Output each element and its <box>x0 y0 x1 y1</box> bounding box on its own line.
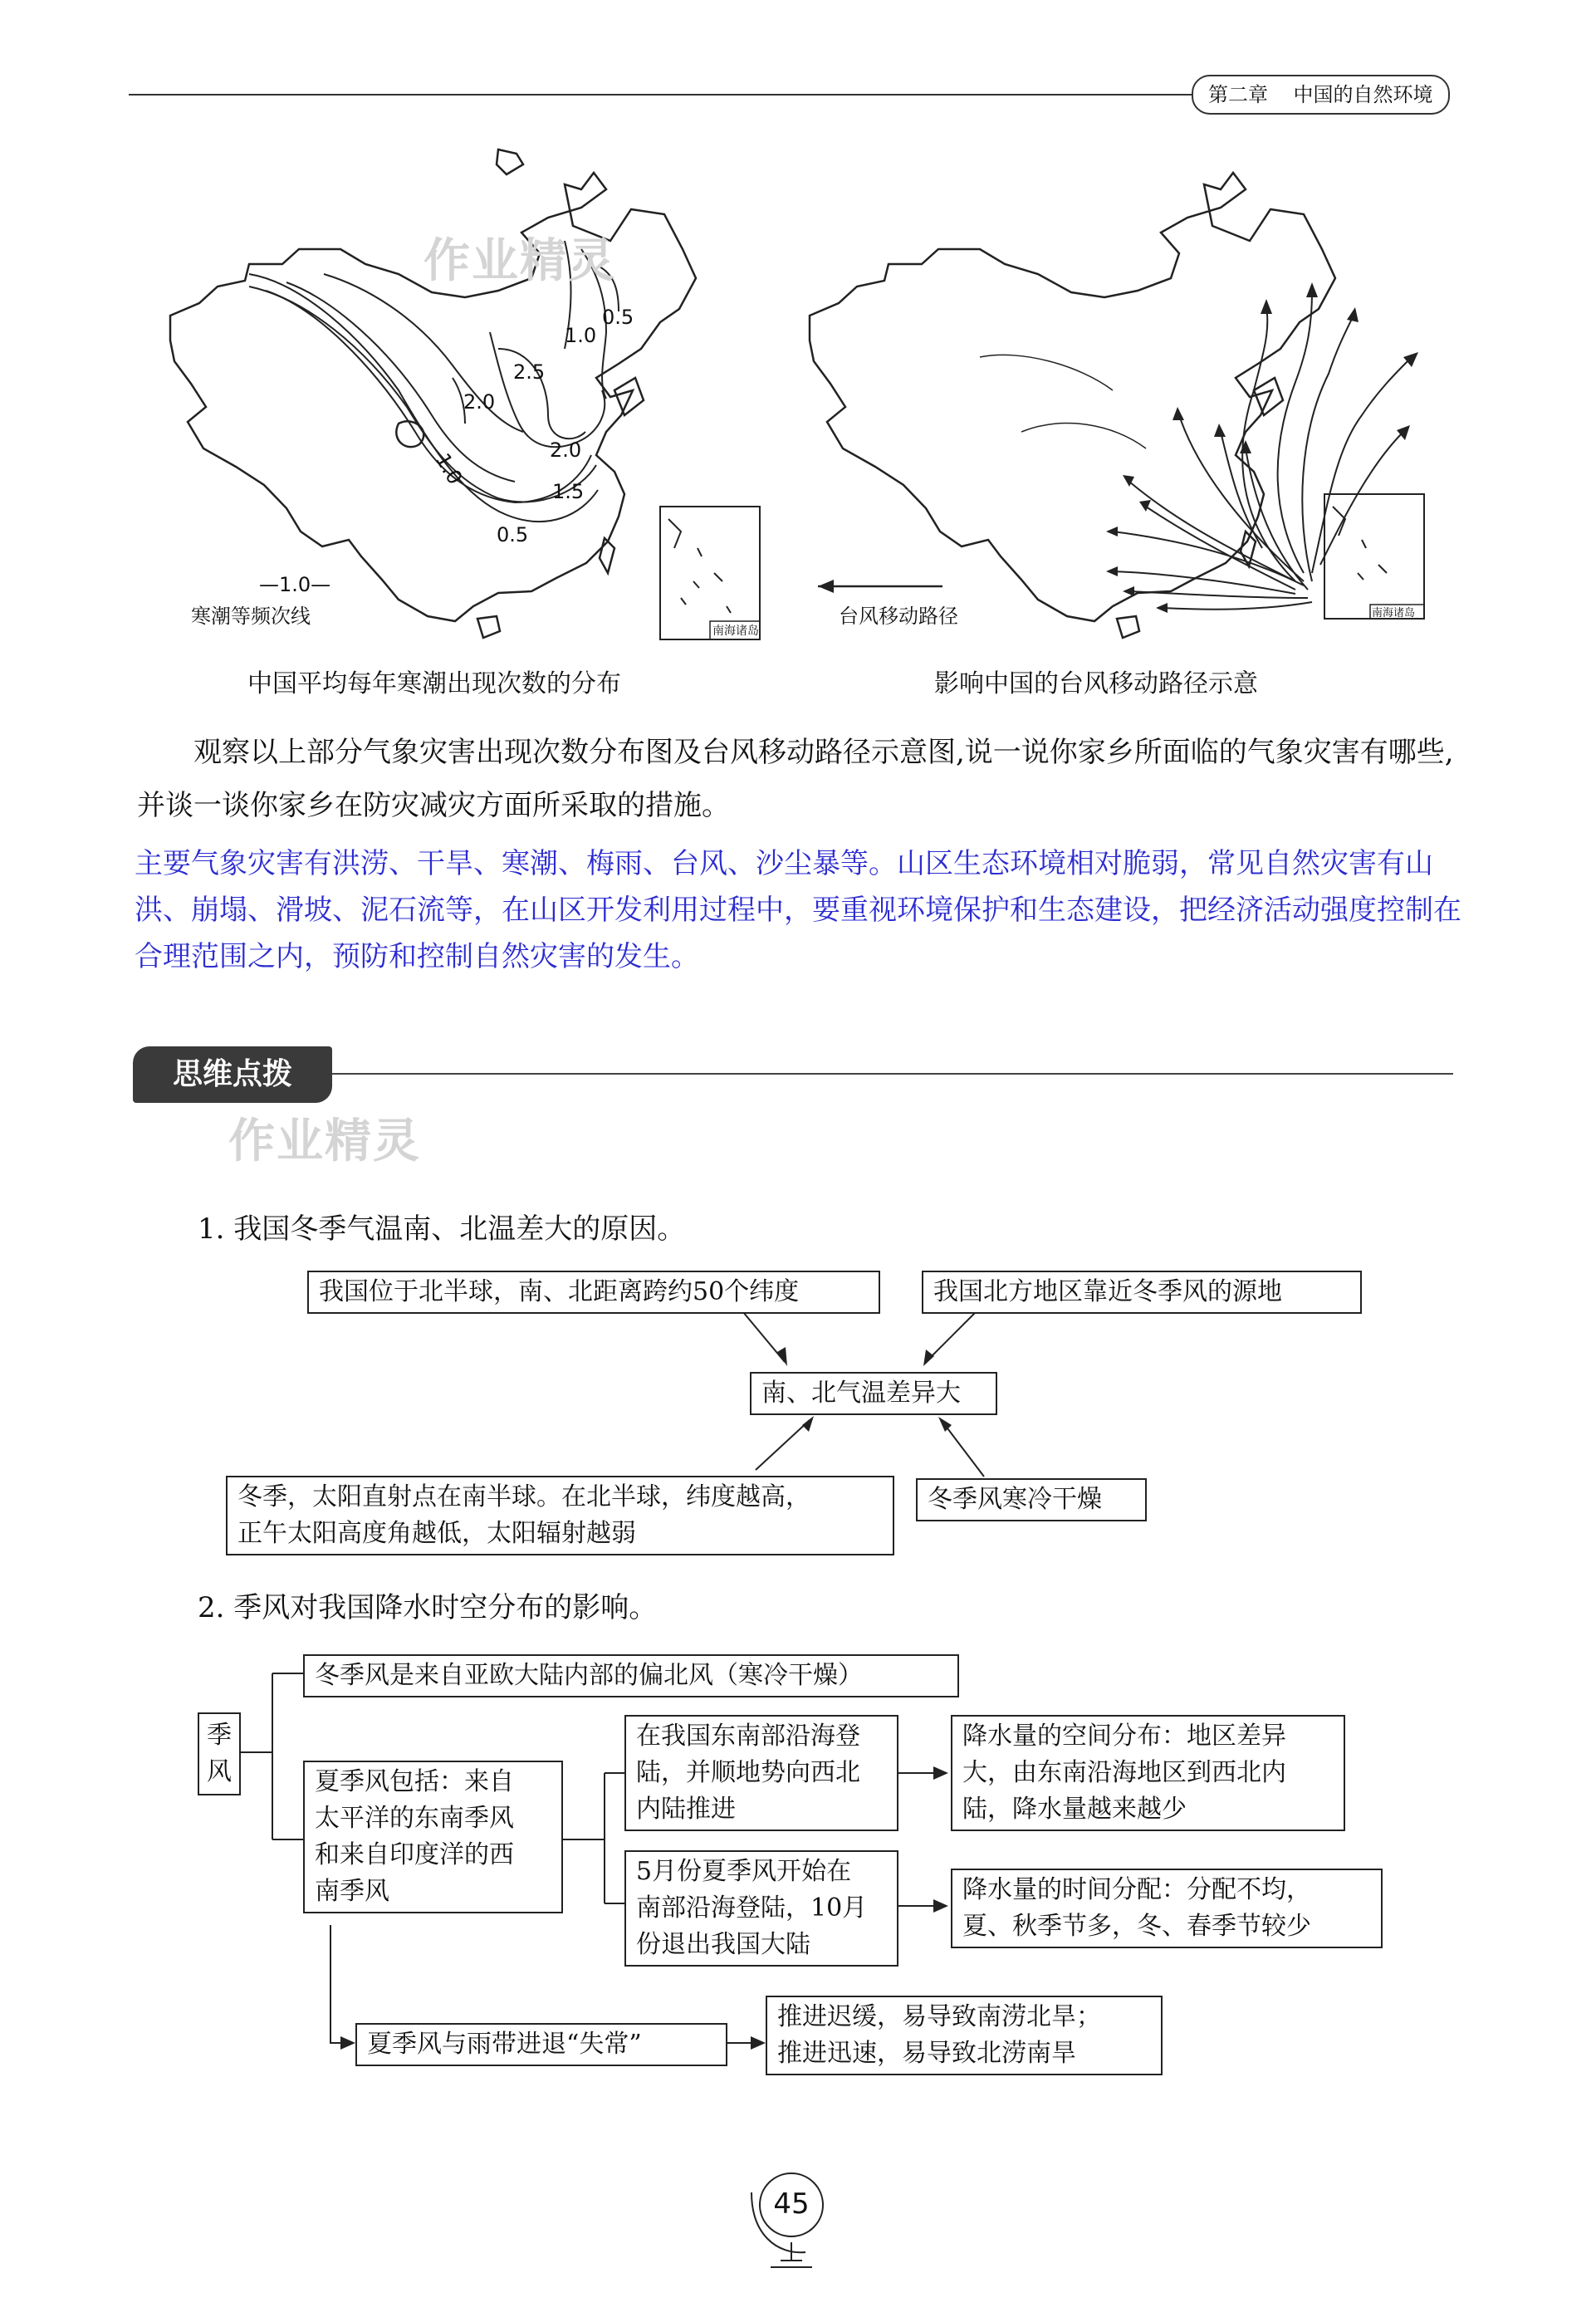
q1-winter-monsoon-source-box: 我国北方地区靠近冬季风的源地 <box>922 1271 1362 1314</box>
q2-result-line: 推进迟缓，易导致南涝北旱； <box>777 2002 1101 2031</box>
contour-label: 0.5 <box>602 306 634 329</box>
q2-timing-line: 南部沿海登陆，10月 <box>636 1893 868 1923</box>
q2-landing-line: 陆，并顺地势向西北 <box>636 1758 860 1787</box>
q2-spatial-distribution-line: 大，由东南沿海地区到西北内 <box>962 1758 1286 1787</box>
q2-temporal-distribution-line: 降水量的时间分配：分配不均， <box>962 1875 1311 1904</box>
activity-question: 观察以上部分气象灾害出现次数分布图及台风移动路径示意图,说一说你家乡所面临的气象灾害有哪些,并谈一谈你家乡在防灾减灾方面所采取的措施。 <box>137 736 1454 822</box>
q1-solar-radiation-line: 冬季，太阳直射点在南半球。在北半球，纬度越高， <box>237 1482 810 1511</box>
left-inset-label: 南海诸岛 <box>712 625 759 638</box>
watermark: 作业精灵 <box>423 234 616 288</box>
cold-wave-legend-label: 寒潮等频次线 <box>191 605 311 628</box>
q2-summer-monsoon-line: 和来自印度洋的西 <box>315 1840 514 1869</box>
cold-wave-legend-symbol: —1.0— <box>259 573 331 596</box>
cold-wave-map-caption: 中国平均每年寒潮出现次数的分布 <box>247 669 621 698</box>
contour-label: 2.0 <box>550 438 582 462</box>
q2-timing-line: 份退出我国大陆 <box>636 1930 810 1959</box>
contour-label: 1.5 <box>552 480 585 503</box>
q2-timing-line: 5月份夏季风开始在 <box>636 1857 852 1886</box>
typhoon-legend-label: 台风移动路径 <box>839 605 958 628</box>
q2-summer-monsoon-line: 南季风 <box>315 1877 389 1906</box>
right-inset-label: 南海诸岛 <box>1372 607 1416 620</box>
contour-label: 0.5 <box>497 523 529 546</box>
section-heading: 思维点拨 <box>133 1046 332 1103</box>
q1-title: 1. 我国冬季气温南、北温差大的原因。 <box>198 1212 686 1246</box>
q2-temporal-distribution-line: 夏、秋季节多，冬、春季节较少 <box>962 1912 1311 1941</box>
q1-cold-dry-box: 冬季风寒冷干燥 <box>916 1478 1147 1521</box>
typhoon-map-caption: 影响中国的台风移动路径示意 <box>934 669 1258 698</box>
q2-result-line: 推进迅速，易导致北涝南旱 <box>777 2039 1076 2068</box>
q2-summer-monsoon-line: 夏季风包括：来自 <box>315 1767 514 1796</box>
page-number: 45 <box>773 2187 810 2221</box>
chapter-title: 中国的自然环境 <box>1293 83 1433 106</box>
activity-answer: 主要气象灾害有洪涝、干旱、寒潮、梅雨、台风、沙尘暴等。山区生态环境相对脆弱，常见自然灾害有山洪、崩塌、滑坡、泥石流等，在山区开发利用过程中，要重视环境保护和生态建设，把经济活动强度控制在合理范围之内，预防和控制自然灾害的发生。 <box>135 847 1461 973</box>
q1-latitude-box: 我国位于北半球，南、北距离跨约50个纬度 <box>307 1271 880 1314</box>
contour-label: 1.0 <box>565 324 597 347</box>
contour-label: 2.0 <box>463 390 496 414</box>
q2-winter-monsoon-box: 冬季风是来自亚欧大陆内部的偏北风（寒冷干燥） <box>303 1654 959 1697</box>
q2-landing-line: 内陆推进 <box>636 1795 736 1824</box>
q2-abnormal-box: 夏季风与雨带进退“失常” <box>355 2023 727 2066</box>
q2-title: 2. 季风对我国降水时空分布的影响。 <box>198 1591 658 1624</box>
q1-solar-radiation-line: 正午太阳高度角越低，太阳辐射越弱 <box>237 1519 636 1548</box>
q2-spatial-distribution-line: 降水量的空间分布：地区差异 <box>962 1722 1286 1751</box>
chapter-number: 第二章 <box>1208 83 1268 106</box>
q2-landing-line: 在我国东南部沿海登 <box>636 1722 860 1751</box>
watermark: 作业精灵 <box>228 1114 421 1168</box>
contour-label: 1.0 <box>430 449 468 489</box>
contour-label: 2.5 <box>513 360 546 384</box>
q2-monsoon-root-label: 季风 <box>207 1721 232 1786</box>
q2-summer-monsoon-line: 太平洋的东南季风 <box>315 1804 514 1833</box>
q1-temperature-difference-box: 南、北气温差异大 <box>750 1372 997 1415</box>
q2-spatial-distribution-line: 陆，降水量越来越少 <box>962 1795 1187 1824</box>
